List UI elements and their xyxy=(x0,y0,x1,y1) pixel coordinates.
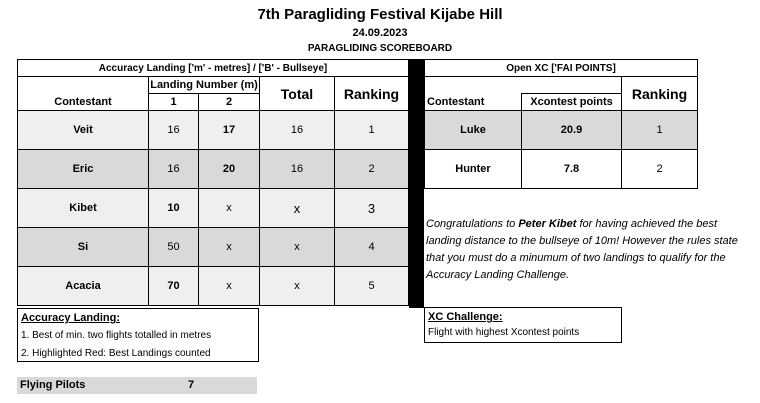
landing-1: 10 xyxy=(149,189,199,228)
congratulations-note xyxy=(426,216,751,284)
congrats-name: Peter Kibet xyxy=(518,218,577,230)
total: x xyxy=(260,228,335,267)
xc-ranking: 1 xyxy=(622,111,698,150)
ranking: 4 xyxy=(335,228,409,267)
accuracy-table xyxy=(17,59,409,306)
xc-rule-1: Flight with highest Xcontest points xyxy=(428,327,580,338)
table-row xyxy=(425,111,698,150)
ranking-header: Ranking xyxy=(335,77,409,111)
landing-1-header: 1 xyxy=(149,94,199,111)
contestant-name: Eric xyxy=(18,150,149,189)
ranking: 3 xyxy=(335,189,409,228)
xc-contestant-name: Luke xyxy=(425,111,522,150)
ranking: 5 xyxy=(335,267,409,306)
landing-1: 70 xyxy=(149,267,199,306)
accuracy-rule-1: 1. Best of min. two flights totalled in metres xyxy=(21,330,212,341)
landing-2-header: 2 xyxy=(199,94,260,111)
xc-points-header: Xcontest points xyxy=(522,94,622,111)
landing-2: x xyxy=(199,267,260,306)
congrats-pre: Congratulations to xyxy=(426,218,519,230)
landing-2: 20 xyxy=(199,150,260,189)
xc-points: 7.8 xyxy=(522,150,622,189)
landing-1: 16 xyxy=(149,111,199,150)
landing-1: 50 xyxy=(149,228,199,267)
xc-rules-title: XC Challenge: xyxy=(428,311,503,323)
table-row xyxy=(18,267,409,306)
congrats-post: for having achieved the best landing distance to the bullseye of 10m! However the rules state that you must do a minumum of two landings to qualify for the Accuracy Landing Challenge. xyxy=(426,218,738,281)
blank-cell xyxy=(425,77,622,94)
xc-ranking: 2 xyxy=(622,150,698,189)
xc-points: 20.9 xyxy=(522,111,622,150)
scoreboard-subtitle: PARAGLIDING SCOREBOARD xyxy=(307,43,453,54)
ranking: 2 xyxy=(335,150,409,189)
contestant-header: Contestant xyxy=(18,94,149,111)
accuracy-rule-2: 2. Highlighted Red: Best Landings counted xyxy=(21,348,211,359)
contestant-name: Si xyxy=(18,228,149,267)
xc-contestant-header: Contestant xyxy=(425,94,522,111)
landing-2: x xyxy=(199,189,260,228)
xc-ranking-header: Ranking xyxy=(622,77,698,111)
table-row xyxy=(18,228,409,267)
page-title: 7th Paragliding Festival Kijabe Hill xyxy=(257,6,503,23)
blank-cell xyxy=(18,77,149,94)
event-date: 24.09.2023 xyxy=(352,27,408,39)
total: x xyxy=(260,189,335,228)
landing-2: x xyxy=(199,228,260,267)
flying-pilots-label: Flying Pilots xyxy=(20,379,86,391)
contestant-name: Acacia xyxy=(18,267,149,306)
xc-contestant-name: Hunter xyxy=(425,150,522,189)
flying-pilots-row xyxy=(17,377,257,394)
table-row xyxy=(18,111,409,150)
accuracy-header: Accuracy Landing ['m' - metres] / ['B' - Bullseye] xyxy=(18,60,409,77)
flying-pilots-count: 7 xyxy=(188,379,195,391)
total-header: Total xyxy=(260,77,335,111)
ranking: 1 xyxy=(335,111,409,150)
table-row xyxy=(18,150,409,189)
landing-2: 17 xyxy=(199,111,260,150)
total: x xyxy=(260,267,335,306)
xc-header: Open XC ['FAI POINTS] xyxy=(425,60,698,77)
total: 16 xyxy=(260,111,335,150)
column-separator xyxy=(409,59,424,308)
xc-table xyxy=(424,59,698,189)
accuracy-rules-title: Accuracy Landing: xyxy=(21,312,121,324)
table-row xyxy=(425,150,698,189)
contestant-name: Kibet xyxy=(18,189,149,228)
xc-rules-box xyxy=(424,307,622,343)
landing-number-header: Landing Number (m) xyxy=(149,77,260,94)
landing-1: 16 xyxy=(149,150,199,189)
contestant-name: Veit xyxy=(18,111,149,150)
accuracy-rules-box xyxy=(17,308,259,362)
total: 16 xyxy=(260,150,335,189)
table-row xyxy=(18,189,409,228)
